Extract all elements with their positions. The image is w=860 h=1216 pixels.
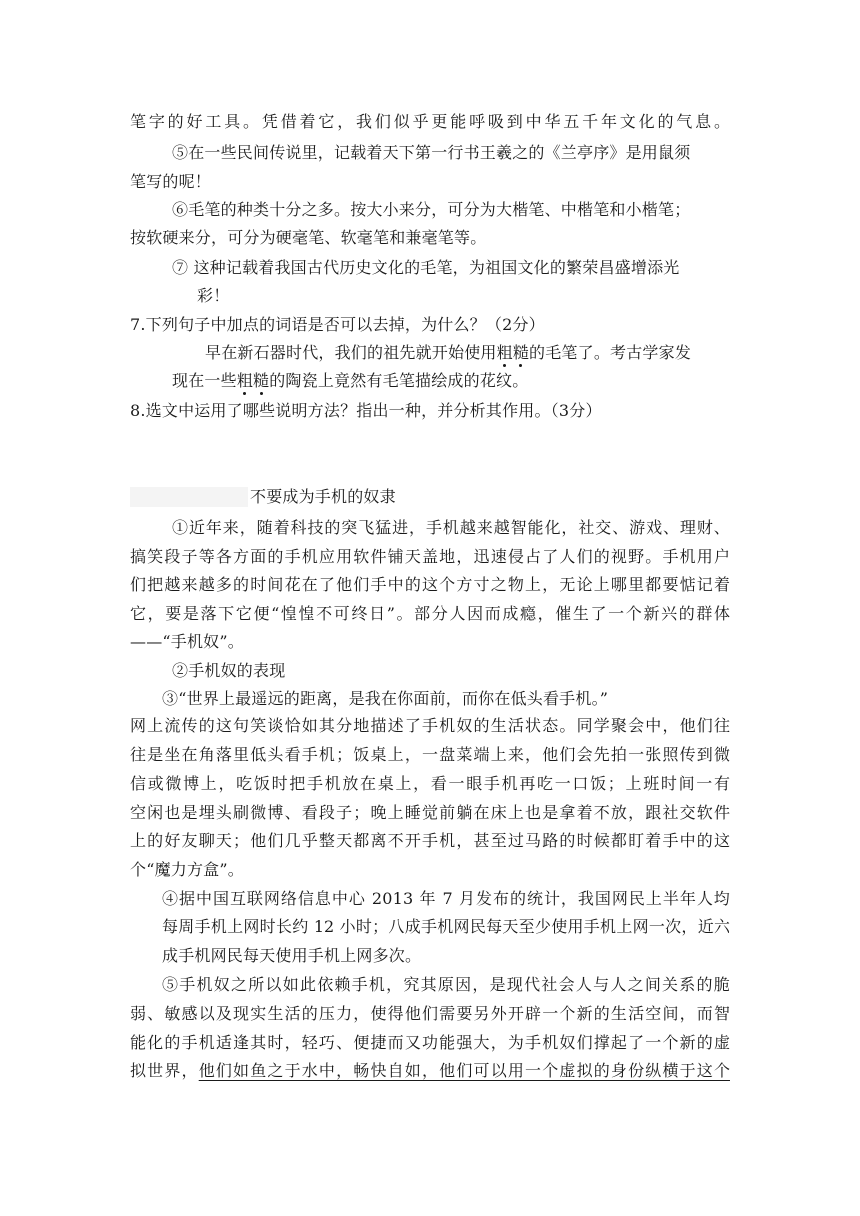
question-7-quote-line-2 xyxy=(172,371,528,391)
article-line-18: 弱、敏感以及现实生活的压力，使得他们需要另外开辟一个新的生活空间，而智 xyxy=(130,1004,730,1023)
dotted-char-cu-1: 粗 xyxy=(496,343,513,362)
upper-line-5: 按软硬来分，可分为硬毫笔、软毫笔和兼毫笔等。 xyxy=(130,228,487,247)
dotted-char-cu-2: 粗 xyxy=(236,371,254,390)
article-line-20 xyxy=(130,1061,730,1081)
article-line-2: 搞笑段子等各方面的手机应用软件铺天盖地，迅速侵占了人们的视野。手机用户 xyxy=(130,547,730,566)
upper-line-3: 笔写的呢！ xyxy=(130,172,212,191)
upper-line-7: 彩！ xyxy=(197,286,230,305)
article-line-8: 网上流传的这句笑谈恰如其分地描述了手机奴的生活状态。同学聚会中，他们往 xyxy=(130,716,730,735)
article-line-14: ④据中国互联网络信息中心 2013 年 7 月发布的统计，我国网民上半年人均 xyxy=(162,889,730,908)
article-line-13: 个“魔力方盒”。 xyxy=(130,860,244,879)
dotted-char-cao-1: 糙 xyxy=(512,343,530,362)
article-line-16: 成手机网民每天使用手机上网多次。 xyxy=(162,946,422,965)
title-shade xyxy=(130,487,248,507)
article-line-10: 信或微博上，吃饭时把手机放在桌上，看一眼手机再吃一口饭；上班时间一有 xyxy=(130,774,730,793)
article-line-5: ——“手机奴”。 xyxy=(130,632,244,651)
article-line-4: 它，要是落下它便“惶惶不可终日”。部分人因而成瘾，催生了一个新兴的群体 xyxy=(130,604,730,623)
article-line-7: ③“世界上最遥远的距离，是我在你面前，而你在低头看手机。” xyxy=(162,689,609,708)
upper-line-2: ⑤在一些民间传说里，记载着天下第一行书王羲之的《兰亭序》是用鼠须 xyxy=(172,143,691,162)
quote-text: 早在新石器时代，我们的祖先就开始使用 xyxy=(205,343,497,362)
quote-text: 现在一些 xyxy=(172,371,237,390)
article-line-15: 每周手机上网时长约 12 小时；八成手机网民每天至少使用手机上网一次，近六 xyxy=(162,917,730,936)
question-8: 8.选文中运用了哪些说明方法？指出一种，并分析其作用。（3分） xyxy=(130,401,602,420)
upper-line-4: ⑥毛笔的种类十分之多。按大小来分，可分为大楷笔、中楷笔和小楷笔； xyxy=(172,200,691,219)
article-line-12: 上的好友聊天；他们几乎整天都离不开手机，甚至过马路的时候都盯着手中的这 xyxy=(130,831,730,850)
article-line-1: ①近年来，随着科技的突飞猛进，手机越来越智能化，社交、游戏、理财、 xyxy=(172,518,730,537)
quote-text: 的毛笔了。考古学家发 xyxy=(529,343,692,362)
article-line-19: 能化的手机适逢其时，轻巧、便捷而又功能强大，为手机奴们撑起了一个新的虚 xyxy=(130,1033,730,1052)
article-line-6: ②手机奴的表现 xyxy=(172,661,286,680)
article-line-9: 往是坐在角落里低头看手机；饭桌上，一盘菜端上来，他们会先拍一张照传到微 xyxy=(130,745,730,764)
article-line-17: ⑤手机奴之所以如此依赖手机，究其原因，是现代社会人与人之间关系的脆 xyxy=(162,975,730,994)
article-line-3: 们把越来越多的时间花在了他们手中的这个方寸之物上，无论上哪里都要惦记着 xyxy=(130,575,730,594)
article-line-11: 空闲也是埋头刷微博、看段子；晚上睡觉前躺在床上也是拿着不放，跟社交软件 xyxy=(130,803,730,822)
upper-line-6: ⑦ 这种记载着我国古代历史文化的毛笔，为祖国文化的繁荣昌盛增添光 xyxy=(172,258,680,277)
dotted-char-cao-2: 糙 xyxy=(253,371,270,390)
underlined-sentence: 他们如鱼之于水中，畅快自如，他们可以用一个虚拟的身份纵横于这个 xyxy=(198,1061,730,1080)
question-7: 7.下列句子中加点的词语是否可以去掉，为什么？（2分） xyxy=(130,315,545,334)
question-7-quote-line-1 xyxy=(205,343,691,363)
quote-text: 的陶瓷上竟然有毛笔描绘成的花纹。 xyxy=(269,371,529,390)
upper-line-1: 笔字的好工具。凭借着它，我们似乎更能呼吸到中华五千年文化的气息。 xyxy=(130,112,730,131)
article-title: 不要成为手机的奴隶 xyxy=(250,487,396,506)
article-line-20-plain: 拟世界， xyxy=(130,1061,199,1080)
